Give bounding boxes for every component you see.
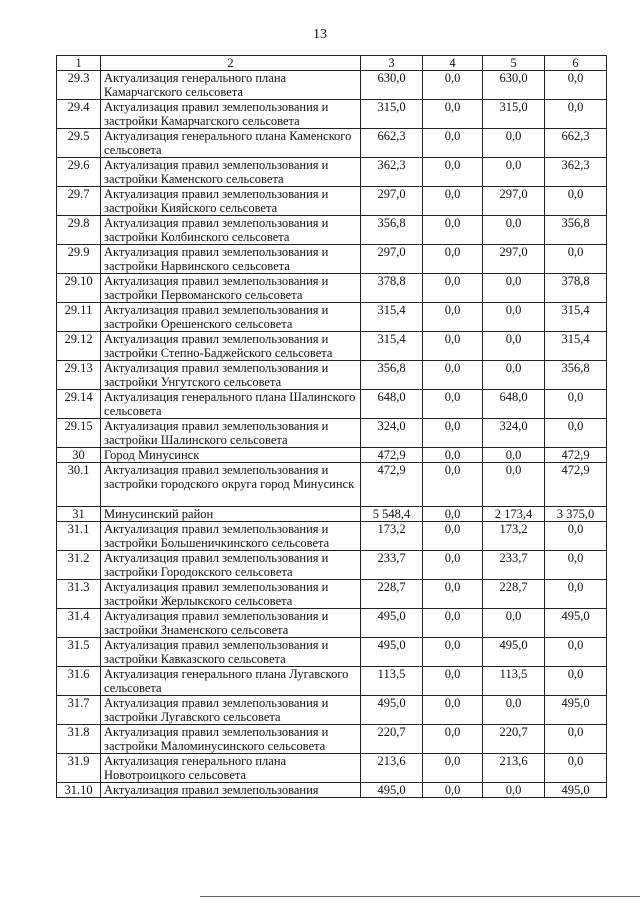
page-number: 13 bbox=[313, 27, 327, 42]
column-5-cell: 0,0 bbox=[483, 158, 545, 187]
column-4-cell: 0,0 bbox=[423, 71, 483, 100]
column-6-cell: 495,0 bbox=[545, 609, 607, 638]
description-cell: Актуализация правил землепользования и застройки Шалинского сельсовета bbox=[101, 419, 361, 448]
column-5-cell: 0,0 bbox=[483, 463, 545, 507]
column-6-cell: 0,0 bbox=[545, 725, 607, 754]
column-5-cell: 297,0 bbox=[483, 245, 545, 274]
column-4-cell: 0,0 bbox=[423, 361, 483, 390]
table-row bbox=[57, 303, 607, 332]
column-5-cell: 173,2 bbox=[483, 522, 545, 551]
description-cell: Актуализация правил землепользования и застройки Жерлыкского сельсовета bbox=[101, 580, 361, 609]
row-number-cell: 29.9 bbox=[57, 245, 101, 274]
column-4-cell: 0,0 bbox=[423, 507, 483, 522]
description-cell: Актуализация правил землепользования и застройки Знаменского сельсовета bbox=[101, 609, 361, 638]
column-4-cell: 0,0 bbox=[423, 463, 483, 507]
row-number-cell: 30.1 bbox=[57, 463, 101, 507]
column-5-cell: 228,7 bbox=[483, 580, 545, 609]
row-number-cell: 29.10 bbox=[57, 274, 101, 303]
description-cell: Актуализация генерального плана Камарчагского сельсовета bbox=[101, 71, 361, 100]
column-6-cell: 315,4 bbox=[545, 303, 607, 332]
row-number-cell: 31.6 bbox=[57, 667, 101, 696]
total-amount-cell: 472,9 bbox=[361, 448, 423, 463]
row-number-cell: 29.5 bbox=[57, 129, 101, 158]
column-4-cell: 0,0 bbox=[423, 187, 483, 216]
description-cell: Актуализация правил землепользования и застройки Кавказского сельсовета bbox=[101, 638, 361, 667]
row-number-cell: 29.15 bbox=[57, 419, 101, 448]
table-row bbox=[57, 245, 607, 274]
total-amount-cell: 113,5 bbox=[361, 667, 423, 696]
total-amount-cell: 5 548,4 bbox=[361, 507, 423, 522]
column-6-cell: 0,0 bbox=[545, 390, 607, 419]
table-row bbox=[57, 522, 607, 551]
column-4-cell: 0,0 bbox=[423, 522, 483, 551]
row-number-cell: 31.2 bbox=[57, 551, 101, 580]
column-6-cell: 356,8 bbox=[545, 361, 607, 390]
table-row bbox=[57, 609, 607, 638]
column-5-cell: 2 173,4 bbox=[483, 507, 545, 522]
description-cell: Актуализация правил землепользования и застройки Степно-Баджейского сельсовета bbox=[101, 332, 361, 361]
description-cell: Минусинский район bbox=[101, 507, 361, 522]
column-4-cell: 0,0 bbox=[423, 725, 483, 754]
total-amount-cell: 495,0 bbox=[361, 609, 423, 638]
row-number-cell: 29.8 bbox=[57, 216, 101, 245]
column-6-cell: 0,0 bbox=[545, 187, 607, 216]
row-number-cell: 31.8 bbox=[57, 725, 101, 754]
total-amount-cell: 362,3 bbox=[361, 158, 423, 187]
column-4-cell: 0,0 bbox=[423, 419, 483, 448]
header-row bbox=[57, 56, 607, 71]
column-4-cell: 0,0 bbox=[423, 696, 483, 725]
table-body bbox=[57, 71, 607, 798]
column-5-cell: 315,0 bbox=[483, 100, 545, 129]
description-cell: Актуализация правил землепользования и застройки Орешенского сельсовета bbox=[101, 303, 361, 332]
header-cell: 6 bbox=[545, 56, 607, 71]
table-row bbox=[57, 187, 607, 216]
table-row bbox=[57, 580, 607, 609]
column-6-cell: 662,3 bbox=[545, 129, 607, 158]
total-amount-cell: 495,0 bbox=[361, 638, 423, 667]
total-amount-cell: 378,8 bbox=[361, 274, 423, 303]
column-4-cell: 0,0 bbox=[423, 100, 483, 129]
column-6-cell: 0,0 bbox=[545, 580, 607, 609]
description-cell: Актуализация генерального плана Каменского сельсовета bbox=[101, 129, 361, 158]
row-number-cell: 31.10 bbox=[57, 783, 101, 798]
row-number-cell: 30 bbox=[57, 448, 101, 463]
column-6-cell: 356,8 bbox=[545, 216, 607, 245]
column-5-cell: 0,0 bbox=[483, 303, 545, 332]
row-number-cell: 29.4 bbox=[57, 100, 101, 129]
total-amount-cell: 220,7 bbox=[361, 725, 423, 754]
row-number-cell: 29.6 bbox=[57, 158, 101, 187]
column-5-cell: 648,0 bbox=[483, 390, 545, 419]
table-row bbox=[57, 551, 607, 580]
column-4-cell: 0,0 bbox=[423, 609, 483, 638]
row-number-cell: 29.3 bbox=[57, 71, 101, 100]
column-4-cell: 0,0 bbox=[423, 216, 483, 245]
total-amount-cell: 662,3 bbox=[361, 129, 423, 158]
column-4-cell: 0,0 bbox=[423, 158, 483, 187]
column-5-cell: 0,0 bbox=[483, 609, 545, 638]
description-cell: Актуализация правил землепользования и застройки Нарвинского сельсовета bbox=[101, 245, 361, 274]
description-cell: Актуализация правил землепользования и застройки Лугавского сельсовета bbox=[101, 696, 361, 725]
row-number-cell: 31.5 bbox=[57, 638, 101, 667]
table-row bbox=[57, 725, 607, 754]
header-cell: 5 bbox=[483, 56, 545, 71]
column-5-cell: 0,0 bbox=[483, 361, 545, 390]
table-row bbox=[57, 696, 607, 725]
column-6-cell: 495,0 bbox=[545, 783, 607, 798]
total-amount-cell: 630,0 bbox=[361, 71, 423, 100]
column-4-cell: 0,0 bbox=[423, 274, 483, 303]
row-number-cell: 29.7 bbox=[57, 187, 101, 216]
column-4-cell: 0,0 bbox=[423, 638, 483, 667]
column-5-cell: 0,0 bbox=[483, 332, 545, 361]
total-amount-cell: 324,0 bbox=[361, 419, 423, 448]
total-amount-cell: 213,6 bbox=[361, 754, 423, 783]
table-row bbox=[57, 754, 607, 783]
header-cell: 2 bbox=[101, 56, 361, 71]
total-amount-cell: 356,8 bbox=[361, 361, 423, 390]
column-6-cell: 495,0 bbox=[545, 696, 607, 725]
total-amount-cell: 315,0 bbox=[361, 100, 423, 129]
column-5-cell: 113,5 bbox=[483, 667, 545, 696]
column-6-cell: 3 375,0 bbox=[545, 507, 607, 522]
table-row bbox=[57, 216, 607, 245]
row-number-cell: 31.4 bbox=[57, 609, 101, 638]
column-6-cell: 0,0 bbox=[545, 71, 607, 100]
total-amount-cell: 315,4 bbox=[361, 332, 423, 361]
total-amount-cell: 648,0 bbox=[361, 390, 423, 419]
column-4-cell: 0,0 bbox=[423, 332, 483, 361]
column-5-cell: 324,0 bbox=[483, 419, 545, 448]
column-5-cell: 0,0 bbox=[483, 448, 545, 463]
row-number-cell: 31.9 bbox=[57, 754, 101, 783]
total-amount-cell: 297,0 bbox=[361, 187, 423, 216]
column-6-cell: 0,0 bbox=[545, 419, 607, 448]
total-amount-cell: 228,7 bbox=[361, 580, 423, 609]
table-row bbox=[57, 100, 607, 129]
description-cell: Актуализация генерального плана Новотроицкого сельсовета bbox=[101, 754, 361, 783]
column-5-cell: 630,0 bbox=[483, 71, 545, 100]
total-amount-cell: 356,8 bbox=[361, 216, 423, 245]
column-6-cell: 0,0 bbox=[545, 522, 607, 551]
row-number-cell: 29.12 bbox=[57, 332, 101, 361]
description-cell: Актуализация правил землепользования bbox=[101, 783, 361, 798]
column-5-cell: 0,0 bbox=[483, 696, 545, 725]
header-cell: 4 bbox=[423, 56, 483, 71]
column-4-cell: 0,0 bbox=[423, 390, 483, 419]
bottom-rule bbox=[200, 896, 640, 897]
column-6-cell: 0,0 bbox=[545, 245, 607, 274]
column-6-cell: 0,0 bbox=[545, 638, 607, 667]
column-5-cell: 233,7 bbox=[483, 551, 545, 580]
description-cell: Актуализация генерального плана Шалинского сельсовета bbox=[101, 390, 361, 419]
table-row bbox=[57, 71, 607, 100]
description-cell: Город Минусинск bbox=[101, 448, 361, 463]
description-cell: Актуализация правил землепользования и застройки Первоманского сельсовета bbox=[101, 274, 361, 303]
description-cell: Актуализация генерального плана Лугавского сельсовета bbox=[101, 667, 361, 696]
description-cell: Актуализация правил землепользования и застройки Городокского сельсовета bbox=[101, 551, 361, 580]
header-cell: 1 bbox=[57, 56, 101, 71]
column-5-cell: 0,0 bbox=[483, 216, 545, 245]
column-5-cell: 297,0 bbox=[483, 187, 545, 216]
column-5-cell: 0,0 bbox=[483, 783, 545, 798]
column-4-cell: 0,0 bbox=[423, 129, 483, 158]
row-number-cell: 29.13 bbox=[57, 361, 101, 390]
column-4-cell: 0,0 bbox=[423, 303, 483, 332]
column-6-cell: 472,9 bbox=[545, 448, 607, 463]
total-amount-cell: 315,4 bbox=[361, 303, 423, 332]
column-4-cell: 0,0 bbox=[423, 448, 483, 463]
budget-table bbox=[56, 55, 607, 798]
table-row bbox=[57, 448, 607, 463]
row-number-cell: 31.7 bbox=[57, 696, 101, 725]
column-6-cell: 472,9 bbox=[545, 463, 607, 507]
table-row bbox=[57, 390, 607, 419]
table-row bbox=[57, 158, 607, 187]
column-6-cell: 0,0 bbox=[545, 551, 607, 580]
column-6-cell: 0,0 bbox=[545, 754, 607, 783]
total-amount-cell: 495,0 bbox=[361, 696, 423, 725]
description-cell: Актуализация правил землепользования и застройки Унгутского сельсовета bbox=[101, 361, 361, 390]
table-row bbox=[57, 419, 607, 448]
column-4-cell: 0,0 bbox=[423, 551, 483, 580]
table-row bbox=[57, 361, 607, 390]
table-row bbox=[57, 783, 607, 798]
table-row bbox=[57, 667, 607, 696]
column-5-cell: 220,7 bbox=[483, 725, 545, 754]
table-row bbox=[57, 332, 607, 361]
description-cell: Актуализация правил землепользования и застройки Большеничкинского сельсовета bbox=[101, 522, 361, 551]
column-6-cell: 378,8 bbox=[545, 274, 607, 303]
row-number-cell: 31 bbox=[57, 507, 101, 522]
column-6-cell: 362,3 bbox=[545, 158, 607, 187]
column-5-cell: 0,0 bbox=[483, 129, 545, 158]
row-number-cell: 29.11 bbox=[57, 303, 101, 332]
total-amount-cell: 173,2 bbox=[361, 522, 423, 551]
column-5-cell: 213,6 bbox=[483, 754, 545, 783]
table-row bbox=[57, 274, 607, 303]
column-4-cell: 0,0 bbox=[423, 667, 483, 696]
column-4-cell: 0,0 bbox=[423, 754, 483, 783]
description-cell: Актуализация правил землепользования и застройки Маломинусинского сельсовета bbox=[101, 725, 361, 754]
column-6-cell: 0,0 bbox=[545, 667, 607, 696]
description-cell: Актуализация правил землепользования и застройки Кияйского сельсовета bbox=[101, 187, 361, 216]
total-amount-cell: 495,0 bbox=[361, 783, 423, 798]
column-5-cell: 0,0 bbox=[483, 274, 545, 303]
column-4-cell: 0,0 bbox=[423, 580, 483, 609]
description-cell: Актуализация правил землепользования и застройки Камарчагского сельсовета bbox=[101, 100, 361, 129]
table-row bbox=[57, 507, 607, 522]
description-cell: Актуализация правил землепользования и застройки городского округа город Минусинск bbox=[101, 463, 361, 507]
column-6-cell: 0,0 bbox=[545, 100, 607, 129]
row-number-cell: 29.14 bbox=[57, 390, 101, 419]
total-amount-cell: 297,0 bbox=[361, 245, 423, 274]
table-row bbox=[57, 463, 607, 507]
column-4-cell: 0,0 bbox=[423, 245, 483, 274]
row-number-cell: 31.1 bbox=[57, 522, 101, 551]
column-5-cell: 495,0 bbox=[483, 638, 545, 667]
row-number-cell: 31.3 bbox=[57, 580, 101, 609]
total-amount-cell: 472,9 bbox=[361, 463, 423, 507]
column-4-cell: 0,0 bbox=[423, 783, 483, 798]
header-cell: 3 bbox=[361, 56, 423, 71]
table-row bbox=[57, 129, 607, 158]
description-cell: Актуализация правил землепользования и застройки Колбинского сельсовета bbox=[101, 216, 361, 245]
total-amount-cell: 233,7 bbox=[361, 551, 423, 580]
table-row bbox=[57, 638, 607, 667]
description-cell: Актуализация правил землепользования и застройки Каменского сельсовета bbox=[101, 158, 361, 187]
column-6-cell: 315,4 bbox=[545, 332, 607, 361]
